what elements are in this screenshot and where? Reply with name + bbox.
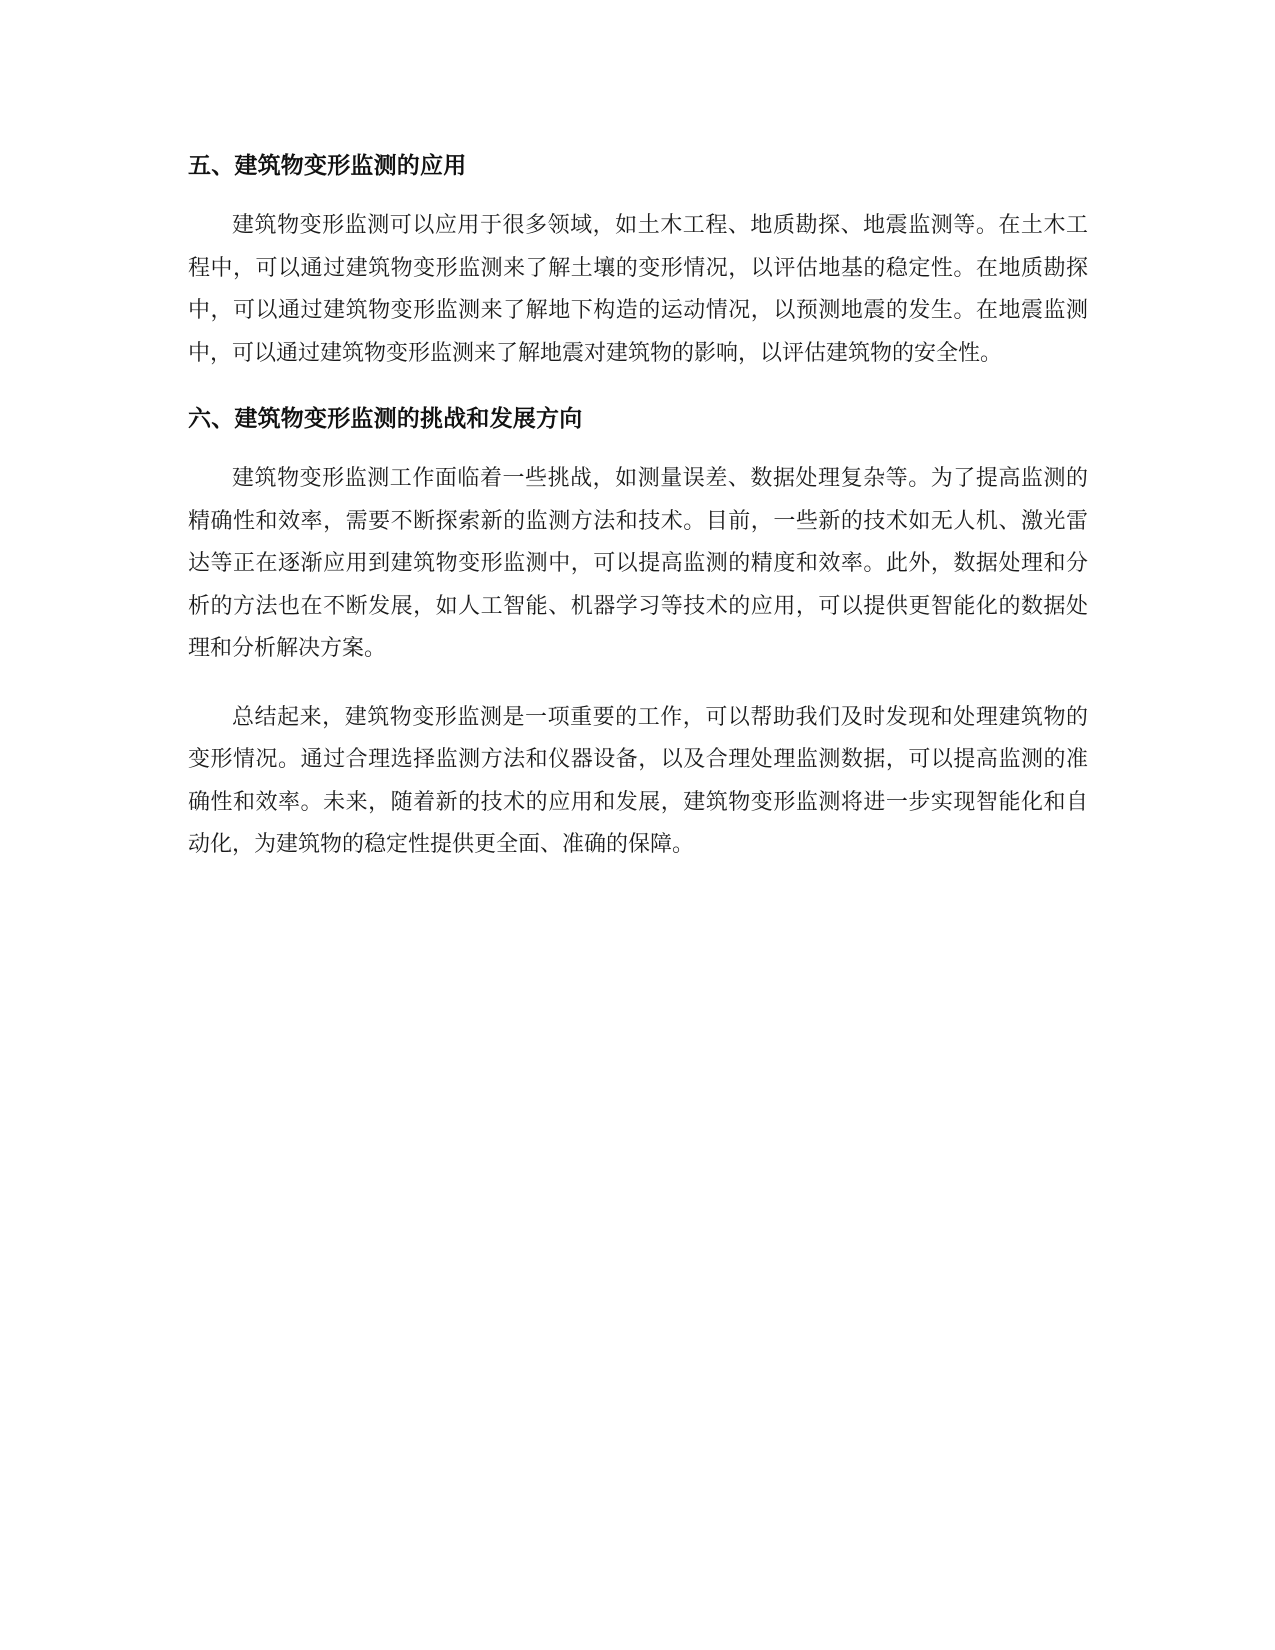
section-6-paragraph-1: 建筑物变形监测工作面临着一些挑战，如测量误差、数据处理复杂等。为了提高监测的精确性和效率，需要不断探索新的监测方法和技术。目前，一些新的技术如无人机、激光雷达等正在逐渐应用到建筑物变形监测中，可以提高监测的精度和效率。此外，数据处理和分析的方法也在不断发展，如人工智能、机器学习等技术的应用，可以提供更智能化的数据处理和分析解决方案。 <box>188 466 1088 661</box>
section-5-paragraph-1: 建筑物变形监测可以应用于很多领域，如土木工程、地质勘探、地震监测等。在土木工程中，可以通过建筑物变形监测来了解土壤的变形情况，以评估地基的稳定性。在地质勘探中，可以通过建筑物变形监测来了解地下构造的运动情况，以预测地震的发生。在地震监测中，可以通过建筑物变形监测来了解地震对建筑物的影响，以评估建筑物的安全性。 <box>188 213 1088 366</box>
section-6-paragraph-2: 总结起来，建筑物变形监测是一项重要的工作，可以帮助我们及时发现和处理建筑物的变形情况。通过合理选择监测方法和仪器设备，以及合理处理监测数据，可以提高监测的准确性和效率。未来，随着新的技术的应用和发展，建筑物变形监测将进一步实现智能化和自动化，为建筑物的稳定性提供更全面、准确的保障。 <box>188 704 1088 857</box>
document-body <box>188 148 1088 893</box>
section-heading-5: 五、建筑物变形监测的应用 <box>188 153 467 179</box>
section-heading-6: 六、建筑物变形监测的挑战和发展方向 <box>188 406 583 432</box>
